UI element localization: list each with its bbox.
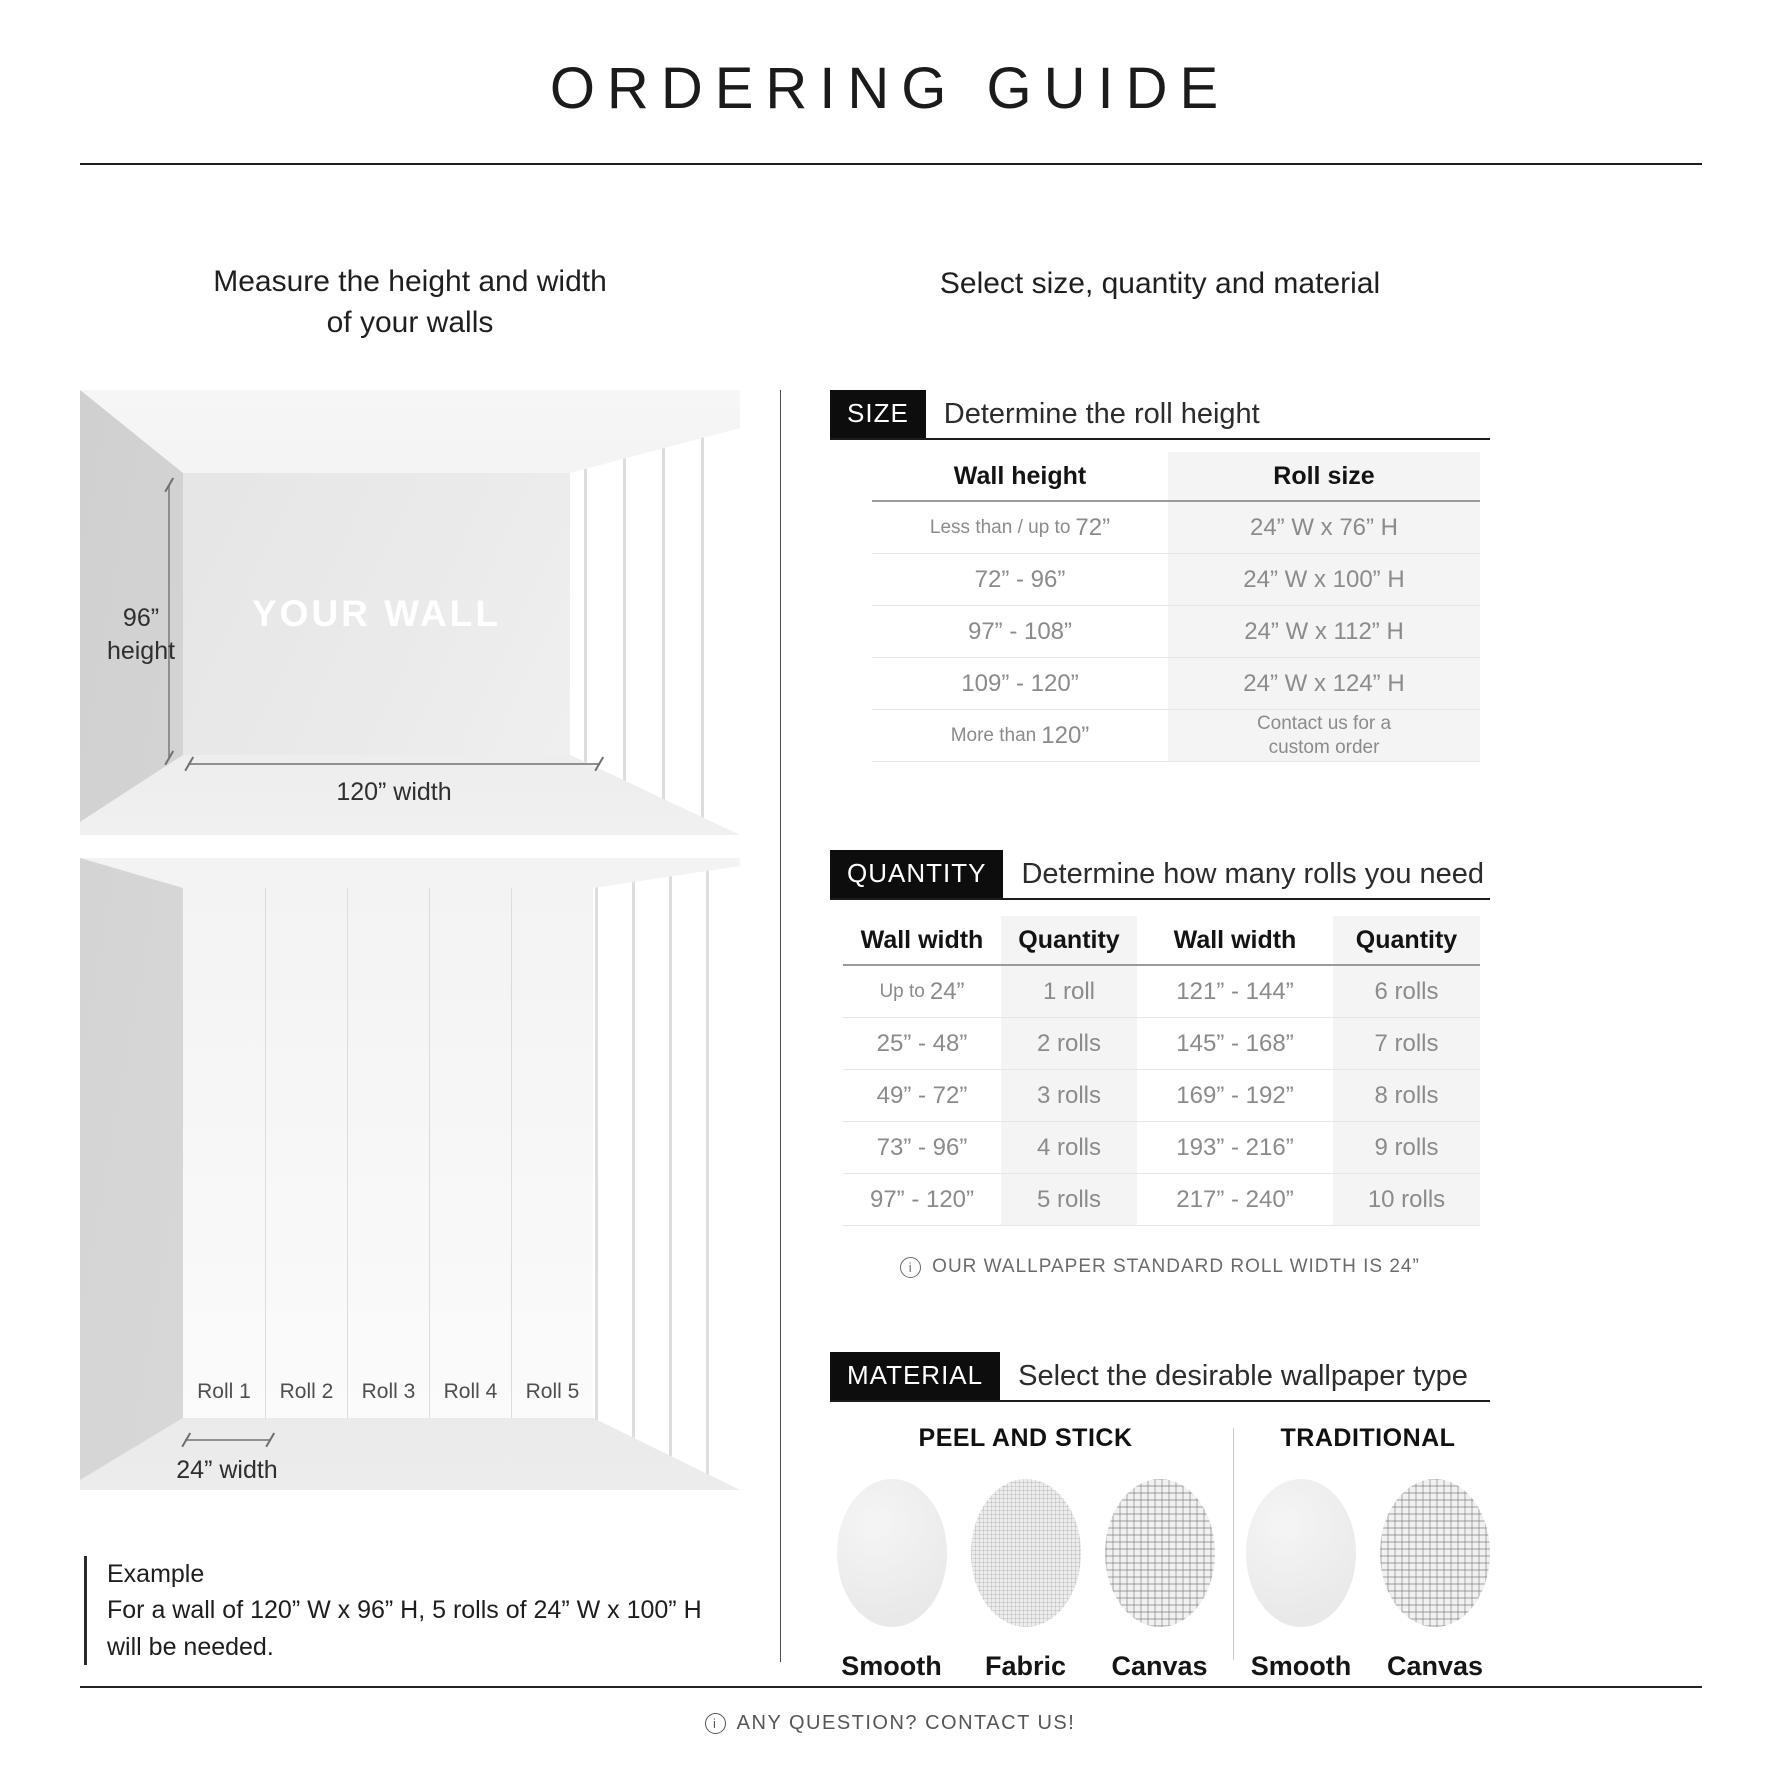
quantity-section-header — [830, 850, 1490, 900]
wall-width-cell: 121” - 144” — [1137, 966, 1333, 1018]
wall-height-cell: 72” - 96” — [872, 554, 1168, 606]
roll-panel: Roll 1 — [197, 1380, 251, 1403]
example-line2: will be needed. — [107, 1632, 274, 1661]
width-measure-line — [188, 763, 600, 765]
roll-panel: Roll 5 — [511, 888, 593, 1418]
quantity-cell: 1 roll — [1001, 966, 1137, 1018]
quantity-section-title: Determine how many rolls you need — [1021, 858, 1485, 890]
quantity-cell: 5 rolls — [1001, 1174, 1137, 1226]
info-icon: i — [705, 1713, 726, 1734]
size-badge: SIZE — [830, 390, 926, 438]
height-value: 96” — [122, 604, 160, 632]
wall-width-cell: 169” - 192” — [1137, 1070, 1333, 1122]
contact-note — [0, 1712, 1780, 1735]
wall-width-cell: 25” - 48” — [843, 1018, 1001, 1070]
material-section-header — [830, 1352, 1490, 1402]
material-option — [837, 1479, 947, 1682]
measure-heading-line2: of your walls — [326, 305, 494, 339]
roll-width-note-text: OUR WALLPAPER STANDARD ROLL WIDTH IS 24” — [932, 1256, 1420, 1277]
peel-and-stick-group — [830, 1424, 1221, 1682]
canvas-swatch — [1105, 1479, 1215, 1627]
wall-width-cell: 97” - 120” — [843, 1174, 1001, 1226]
canvas-swatch — [1380, 1479, 1490, 1627]
wall-width-header: Wall width — [843, 916, 1001, 966]
roll-panel: Roll 3 — [347, 888, 429, 1418]
wall-width-cell: 217” - 240” — [1137, 1174, 1333, 1226]
example-line1: For a wall of 120” W x 96” H, 5 rolls of 24” W x 100” H — [107, 1596, 702, 1625]
wall-width-cell: 49” - 72” — [843, 1070, 1001, 1122]
roll-width-label: 24” width — [176, 1456, 278, 1484]
quantity-cell: 6 rolls — [1333, 966, 1480, 1018]
fabric-swatch — [971, 1479, 1081, 1627]
quantity-cell: 7 rolls — [1333, 1018, 1480, 1070]
traditional-title: TRADITIONAL — [1280, 1424, 1456, 1452]
material-badge: MATERIAL — [830, 1352, 1000, 1400]
quantity-cell: 10 rolls — [1333, 1174, 1480, 1226]
size-table — [872, 452, 1480, 762]
material-option — [1246, 1479, 1356, 1682]
wall-height-header: Wall height — [872, 452, 1168, 502]
wall-width-cell: 73” - 96” — [843, 1122, 1001, 1174]
room-illustration-rolls — [80, 858, 740, 1490]
title-divider — [80, 163, 1702, 165]
material-group-divider — [1233, 1428, 1234, 1660]
material-option — [971, 1479, 1081, 1682]
info-icon: i — [900, 1257, 921, 1278]
measure-heading — [80, 262, 740, 343]
roll-size-cell: 24” W x 112” H — [1168, 606, 1480, 658]
quantity-badge: QUANTITY — [830, 850, 1003, 898]
swatch-label: Smooth — [1250, 1651, 1352, 1681]
smooth-swatch — [1246, 1479, 1356, 1627]
room-illustration-your-wall — [80, 390, 740, 835]
quantity-header: Quantity — [1333, 916, 1480, 966]
roll-size-cell: 24” W x 124” H — [1168, 658, 1480, 710]
wall-height-cell: 109” - 120” — [872, 658, 1168, 710]
roll-panels — [183, 888, 593, 1418]
width-label: 120” width — [336, 778, 452, 806]
size-section-header — [830, 390, 1490, 440]
roll-size-cell: 24” W x 76” H — [1168, 502, 1480, 554]
wall-width-header: Wall width — [1137, 916, 1333, 966]
quantity-table — [843, 916, 1480, 1226]
roll-panel: Roll 2 — [265, 888, 347, 1418]
quantity-header: Quantity — [1001, 916, 1137, 966]
roll-width-note — [830, 1256, 1490, 1278]
height-word: height — [106, 636, 176, 665]
example-heading: Example — [107, 1560, 205, 1588]
swatch-label: Canvas — [1386, 1651, 1484, 1681]
roll-width-measure-line — [185, 1439, 271, 1441]
quantity-cell: 4 rolls — [1001, 1122, 1137, 1174]
roll-size-header: Roll size — [1168, 452, 1480, 502]
wall-height-cell: More than 120” — [872, 710, 1168, 762]
traditional-swatches — [1246, 1479, 1490, 1682]
roll-size-cell: 24” W x 100” H — [1168, 554, 1480, 606]
example-block — [84, 1556, 734, 1665]
wall-width-cell: 193” - 216” — [1137, 1122, 1333, 1174]
swatch-label: Smooth — [841, 1651, 942, 1681]
page-title: ORDERING GUIDE — [549, 56, 1231, 121]
swatch-label: Canvas — [1111, 1651, 1208, 1681]
swatch-label: Fabric — [985, 1651, 1067, 1681]
quantity-cell: 8 rolls — [1333, 1070, 1480, 1122]
material-option — [1105, 1479, 1215, 1682]
wall-height-cell: 97” - 108” — [872, 606, 1168, 658]
peel-and-stick-title: PEEL AND STICK — [918, 1424, 1133, 1452]
footer-divider — [80, 1686, 1702, 1688]
wall-height-cell: Less than / up to 72” — [872, 502, 1168, 554]
quantity-cell: 9 rolls — [1333, 1122, 1480, 1174]
peel-and-stick-swatches — [830, 1479, 1221, 1682]
material-groups — [830, 1424, 1490, 1682]
quantity-cell: 3 rolls — [1001, 1070, 1137, 1122]
wall-width-cell: Up to 24” — [843, 966, 1001, 1018]
contact-note-text: ANY QUESTION? CONTACT US! — [736, 1712, 1076, 1734]
material-option — [1380, 1479, 1490, 1682]
material-section-title: Select the desirable wallpaper type — [1018, 1360, 1468, 1392]
column-divider — [780, 390, 781, 1662]
roll-panel: Roll 4 — [429, 888, 511, 1418]
size-section-title: Determine the roll height — [943, 398, 1260, 430]
your-wall-label: YOUR WALL — [252, 593, 501, 634]
height-label — [86, 602, 196, 667]
quantity-cell: 2 rolls — [1001, 1018, 1137, 1070]
roll-size-cell: Contact us for a custom order — [1168, 710, 1480, 762]
traditional-group — [1246, 1424, 1490, 1682]
wall-width-cell: 145” - 168” — [1137, 1018, 1333, 1070]
smooth-swatch — [837, 1479, 947, 1627]
measure-heading-line1: Measure the height and width — [213, 265, 607, 298]
select-heading: Select size, quantity and material — [939, 267, 1381, 300]
